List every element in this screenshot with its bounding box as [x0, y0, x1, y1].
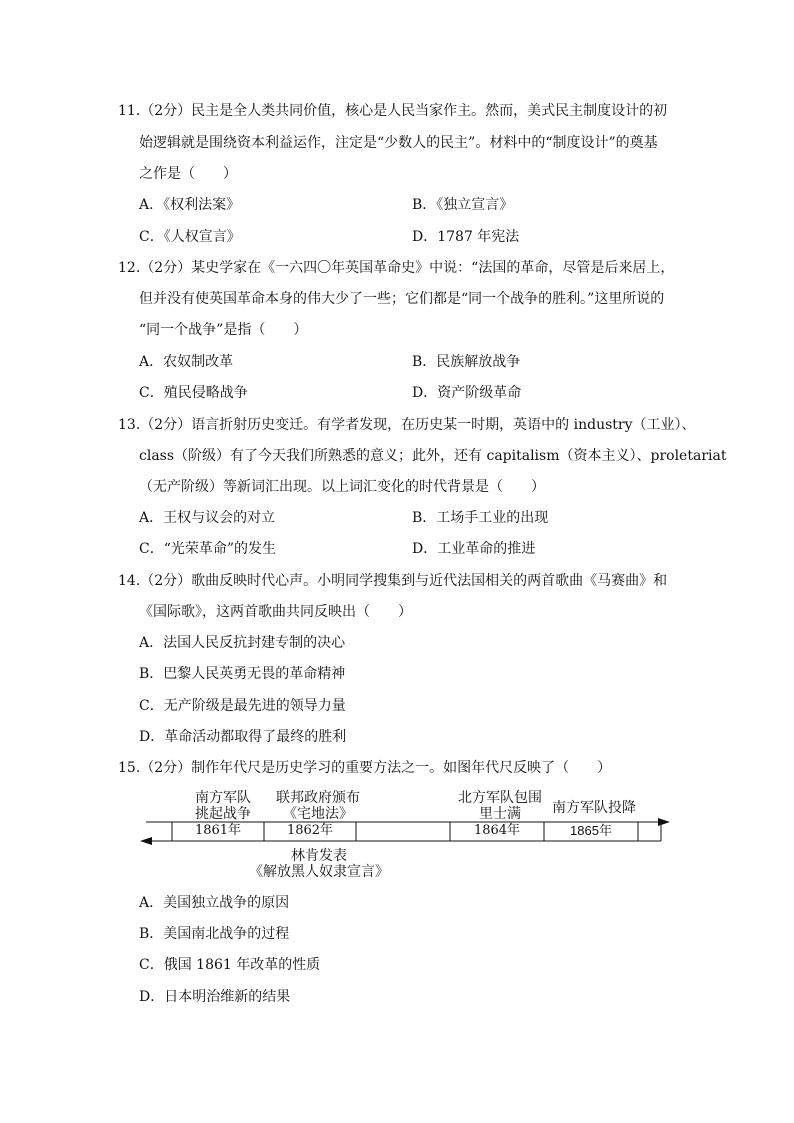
timeline-right-arrowhead: [658, 818, 670, 826]
timeline-year-1865: 1865年: [570, 823, 612, 838]
q13-option-a[interactable]: A．王权与议会的对立: [139, 510, 276, 526]
q13-option-d[interactable]: D．工业革命的推进: [412, 541, 536, 557]
q12-option-d[interactable]: D．资产阶级革命: [412, 385, 522, 401]
timeline-event-line: 南方军队: [195, 790, 251, 806]
timeline-event-line: 林肯发表: [291, 848, 347, 864]
q11-stem-line-2: 始逻辑就是围绕资本利益运作，注定是“少数人的民主”。材料中的“制度设计”的奠基: [139, 135, 658, 151]
timeline-event-line: 联邦政府颁布: [276, 790, 360, 806]
timeline-year-1864: 1864年: [473, 823, 521, 838]
q15-option-b[interactable]: B．美国南北战争的过程: [139, 926, 290, 942]
q14-option-d[interactable]: D．革命活动都取得了最终的胜利: [139, 729, 347, 745]
q15-option-c[interactable]: C．俄国 1861 年改革的性质: [139, 957, 321, 973]
q12-stem-line-2: 但并没有使英国革命本身的伟大少了一些；它们都是“同一个战争的胜利。”这里所说的: [139, 291, 665, 307]
timeline-event-line: 挑起战争: [195, 806, 251, 822]
q11-option-b[interactable]: B．《独立宣言》: [412, 197, 514, 213]
q12-stem-line-1: 12.（2分）某史学家在《一六四〇年英国革命史》中说：“法国的革命，尽管是后来居上，: [118, 260, 675, 276]
q14-option-c[interactable]: C．无产阶级是最先进的领导力量: [139, 698, 346, 714]
q13-stem-line-1: 13.（2分）语言折射历史变迁。有学者发现，在历史某一时期，英语中的 industry（工业）、: [118, 417, 696, 433]
timeline-year-1861: 1861年: [194, 823, 242, 838]
q12-stem-line-3: “同一个战争”是指（ ）: [139, 322, 308, 338]
q14-stem-line-1: 14.（2分）歌曲反映时代心声。小明同学搜集到与近代法国相关的两首歌曲《马赛曲》和: [118, 573, 668, 589]
q12-option-a[interactable]: A．农奴制改革: [139, 354, 234, 370]
q11-option-d[interactable]: D．1787 年宪法: [412, 229, 520, 245]
q13-stem-line-3: （无产阶级）等新词汇出现。以上词汇变化的时代背景是（ ）: [139, 479, 545, 495]
q11-stem-line-3: 之作是（ ）: [139, 166, 237, 182]
timeline-event-emancipation-proclamation: [244, 848, 394, 880]
timeline-event-line: 《宅地法》: [283, 806, 353, 822]
q14-option-a[interactable]: A．法国人民反抗封建专制的决心: [139, 635, 346, 651]
q11-option-a[interactable]: A．《权利法案》: [139, 197, 241, 213]
timeline-event-line: 南方军队投降: [552, 800, 636, 816]
q14-option-b[interactable]: B．巴黎人民英勇无畏的革命精神: [139, 666, 346, 682]
timeline-event-line: 北方军队包围: [458, 790, 542, 806]
q15-option-d[interactable]: D．日本明治维新的结果: [139, 989, 291, 1005]
timeline-event-homestead-act: [268, 790, 368, 822]
timeline-event-line: 《解放黑人奴隶宣言》: [249, 864, 389, 880]
q13-option-b[interactable]: B．工场手工业的出现: [412, 510, 549, 526]
q13-option-c[interactable]: C．“光荣革命”的发生: [139, 541, 277, 557]
q13-stem-line-2: class（阶级）有了今天我们所熟悉的意义；此外，还有 capitalism（资本主义）、proletariat: [139, 448, 727, 464]
timeline-event-line: 里士满: [479, 806, 521, 822]
timeline-left-arrowhead: [140, 837, 152, 845]
timeline-event-southern-army-starts-war: [188, 790, 258, 822]
q11-stem-line-1: 11.（2分）民主是全人类共同价值，核心是人民当家作主。然而，美式民主制度设计的初: [118, 103, 668, 119]
q14-stem-line-2: 《国际歌》，这两首歌曲共同反映出（ ）: [139, 604, 412, 620]
q12-option-b[interactable]: B．民族解放战争: [412, 354, 521, 370]
q12-option-c[interactable]: C．殖民侵略战争: [139, 385, 248, 401]
q15-option-a[interactable]: A．美国独立战争的原因: [139, 895, 290, 911]
q11-option-c[interactable]: C．《人权宣言》: [139, 229, 241, 245]
timeline-year-1862: 1862年: [286, 823, 334, 838]
q15-stem-line-1: 15.（2分）制作年代尺是历史学习的重要方法之一。如图年代尺反映了（ ）: [118, 760, 612, 776]
timeline-figure: [140, 788, 670, 888]
timeline-event-southern-surrender: [546, 800, 642, 816]
timeline-event-richmond-siege: [450, 790, 550, 822]
